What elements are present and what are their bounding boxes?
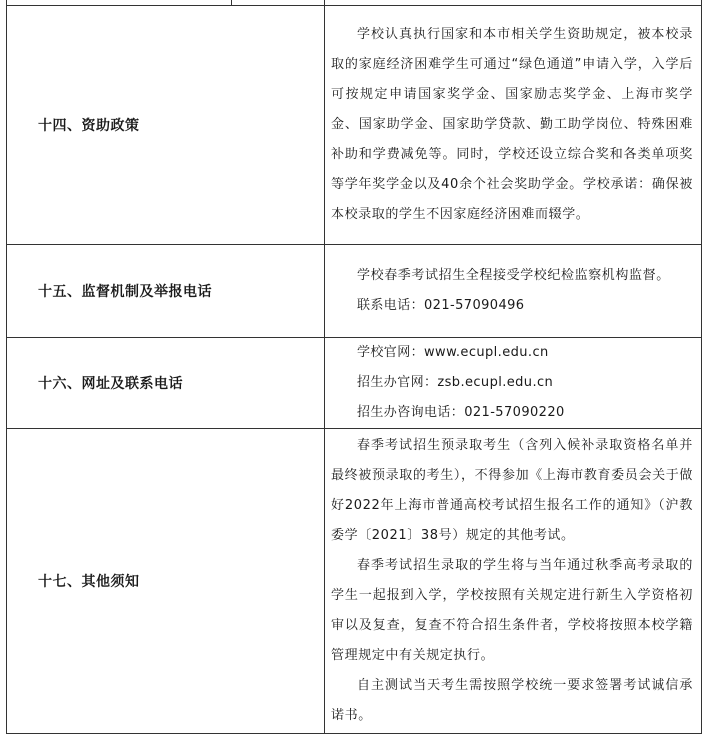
contact-phone-line: 联系电话：021-57090496: [357, 298, 525, 313]
section-content-financial-aid: [325, 6, 702, 245]
table-row: [7, 6, 702, 245]
section-content-website-contact: [325, 338, 702, 429]
school-website-line: 学校官网：www.ecupl.edu.cn: [357, 345, 549, 360]
section-content-other-notes: [325, 429, 702, 734]
section-label-other-notes: 十七、其他须知: [7, 429, 325, 734]
table-row: [7, 338, 702, 429]
admissions-website-line: 招生办官网：zsb.ecupl.edu.cn: [357, 375, 554, 390]
section-content-supervision: [325, 245, 702, 338]
section-label-website-contact: 十六、网址及联系电话: [7, 338, 325, 429]
table-row: [7, 245, 702, 338]
paragraph: 学校认真执行国家和本市相关学生资助规定，被本校录取的家庭经济困难学生可通过“绿色通道”申请入学，入学后可按规定申请国家奖学金、国家励志奖学金、上海市奖学金、国家助学金、国家助学贷款、勤工助学岗位、特殊困难补助和学费减免等。同时，学校还设立综合奖和各类单项奖等学年奖学金以及40余个社会奖助学金。学校承诺：确保被本校录取的学生不因家庭经济困难而辍学。: [331, 27, 693, 222]
paragraph: 春季考试招生预录取考生（含列入候补录取资格名单并最终被预录取的考生），不得参加《上海市教育委员会关于做好2022年上海市普通高校考试招生报名工作的通知》（沪教委学〔2021〕38号）规定的其他考试。: [331, 438, 693, 543]
admissions-phone-line: 招生办咨询电话：021-57090220: [357, 405, 565, 420]
paragraph: 学校春季考试招生全程接受学校纪检监察机构监督。: [357, 268, 670, 283]
paragraph: 春季考试招生录取的学生将与当年通过秋季高考录取的学生一起报到入学，学校按照有关规定进行新生入学资格初审以及复查，复查不符合招生条件者，学校将按照本校学籍管理规定中有关规定执行。: [331, 558, 693, 663]
section-label-financial-aid: 十四、资助政策: [7, 6, 325, 245]
admissions-info-table: [6, 0, 702, 734]
table-row: [7, 429, 702, 734]
paragraph: 自主测试当天考生需按照学校统一要求签署考试诚信承诺书。: [331, 678, 693, 723]
table-cell-cutoff-left: [7, 0, 325, 6]
section-label-supervision: 十五、监督机制及举报电话: [7, 245, 325, 338]
